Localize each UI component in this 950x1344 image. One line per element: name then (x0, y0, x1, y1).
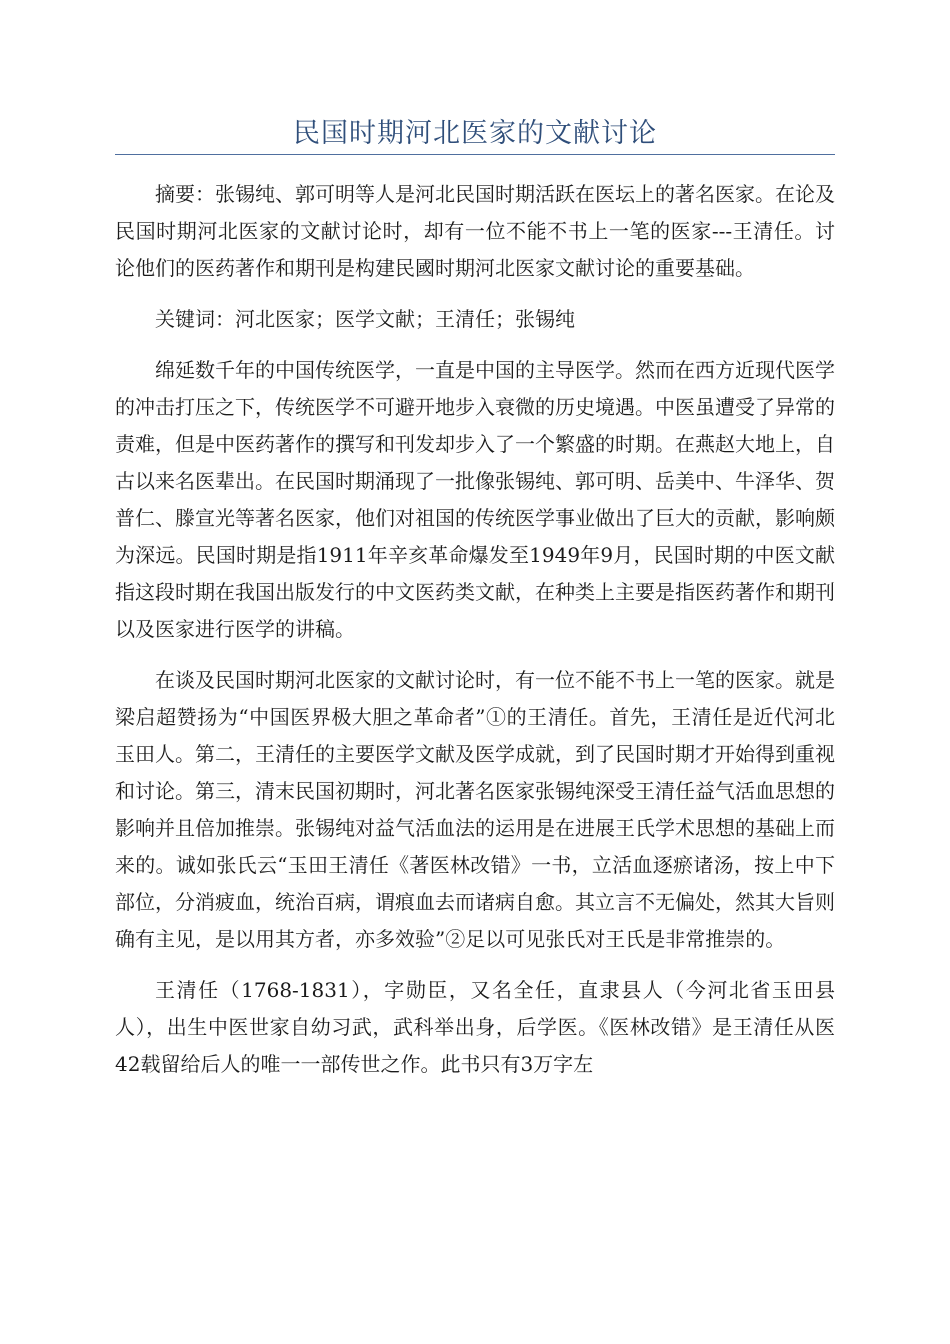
abstract-paragraph: 摘要：张锡纯、郭可明等人是河北民国时期活跃在医坛上的著名医家。在论及民国时期河北医家的文献讨论时，却有一位不能不书上一笔的医家---王清任。讨论他们的医药著作和期刊是构建民國时期河北医家文献讨论的重要基础。 (115, 182, 835, 280)
keywords-paragraph: 关键词：河北医家；医学文献；王清任；张锡纯 (155, 307, 575, 331)
body-paragraph: 王清任（1768-1831），字勋臣，又名全任，直隶县人（今河北省玉田县人），出生中医世家自幼习武，武科举出身，后学医。《医林改错》是王清任从医42载留给后人的唯一一部传世之作。此书只有3万字左 (115, 978, 835, 1076)
page-title: 民国时期河北医家的文献讨论 (293, 118, 657, 149)
title-underline (115, 154, 835, 155)
body-paragraph: 在谈及民国时期河北医家的文献讨论时，有一位不能不书上一笔的医家。就是梁启超赞扬为“中国医界极大胆之革命者”①的王清任。首先，王清任是近代河北玉田人。第二，王清任的主要医学文献及医学成就，到了民国时期才开始得到重视和讨论。第三，清末民国初期时，河北著名医家张锡纯深受王清任益气活血思想的影响并且倍加推崇。张锡纯对益气活血法的运用是在进展王氏学术思想的基础上而来的。诚如张氏云“玉田王清任《著医林改错》一书，立活血逐瘀诸汤，按上中下部位，分消疲血，统治百病，谓痕血去而诸病自愈。其立言不无偏处，然其大旨则确有主见，是以用其方者，亦多效验”②足以可见张氏对王氏是非常推崇的。 (115, 668, 835, 951)
document-body (115, 176, 835, 1097)
body-paragraph: 绵延数千年的中国传统医学，一直是中国的主导医学。然而在西方近现代医学的冲击打压之下，传统医学不可避开地步入衰微的历史境遇。中医虽遭受了异常的责难，但是中医药著作的撰写和刊发却步入了一个繁盛的时期。在燕赵大地上，自古以来名医辈出。在民国时期涌现了一批像张锡纯、郭可明、岳美中、牛泽华、贺普仁、滕宣光等著名医家，他们对祖国的传统医学事业做出了巨大的贡献，影响颇为深远。民国时期是指1911年辛亥革命爆发至1949年9月，民国时期的中医文献指这段时期在我国出版发行的中文医药类文献，在种类上主要是指医药著作和期刊以及医家进行医学的讲稿。 (115, 358, 835, 641)
